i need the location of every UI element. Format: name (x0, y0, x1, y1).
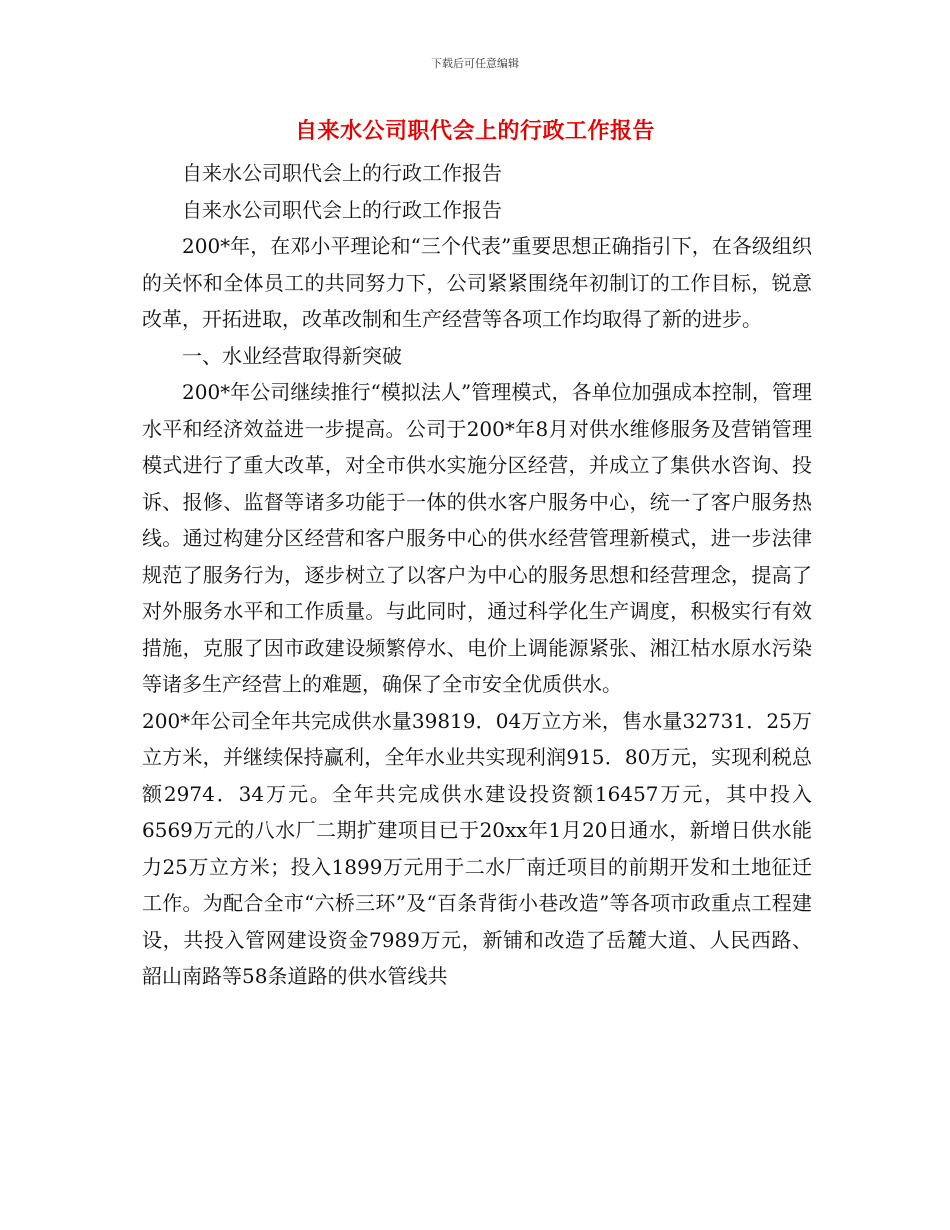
document-body (142, 155, 812, 995)
paragraph-subtitle-2: 自来水公司职代会上的行政工作报告 (182, 197, 502, 222)
paragraph-intro: 200*年，在邓小平理论和“三个代表”重要思想正确指引下，在各级组织的关怀和全体员工的共同努力下，公司紧紧围绕年初制订的工作目标，锐意改革，开拓进取，改革改制和生产经营等各项工作均取得了新的进步。 (142, 234, 812, 331)
paragraph-subtitle-1: 自来水公司职代会上的行政工作报告 (182, 161, 502, 185)
paragraph-figures: 200*年公司全年共完成供水量39819．04万立方米，售水量32731．25万立方米，并继续保持赢利，全年水业共实现利润915．80万元，实现利税总额2974．34万元。全年共完成供水建设投资额16457万元，其中投入6569万元的八水厂二期扩建项目已于20xx年1月20日通水，新增日供水能力25万立方米；投入1899万元用于二水厂南迁项目的前期开发和土地征迁工作。为配合全市“六桥三环”及“百条背街小巷改造”等各项市政重点工程建设，共投入管网建设资金7989万元，新铺和改造了岳麓大道、人民西路、韶山南路等58条道路的供水管线共 (142, 708, 812, 988)
document-title: 自来水公司职代会上的行政工作报告 (294, 119, 655, 144)
header-note: 下载后可任意编辑 (431, 57, 519, 70)
section-heading-1: 一、水业经营取得新突破 (182, 343, 402, 368)
paragraph-business: 200*年公司继续推行“模拟法人”管理模式，各单位加强成本控制，管理水平和经济效益进一步提高。公司于200*年8月对供水维修服务及营销管理模式进行了重大改革，对全市供水实施分区经营，并成立了集供水咨询、投诉、报修、监督等诸多功能于一体的供水客户服务中心，统一了客户服务热线。通过构建分区经营和客户服务中心的供水经营管理新模式，进一步法律规范了服务行为，逐步树立了以客户为中心的服务思想和经营理念，提高了对外服务水平和工作质量。与此同时，通过科学化生产调度，积极实行有效措施，克服了因市政建设频繁停水、电价上调能源紧张、湘江枯水原水污染等诸多生产经营上的难题，确保了全市安全优质供水。 (142, 380, 812, 696)
